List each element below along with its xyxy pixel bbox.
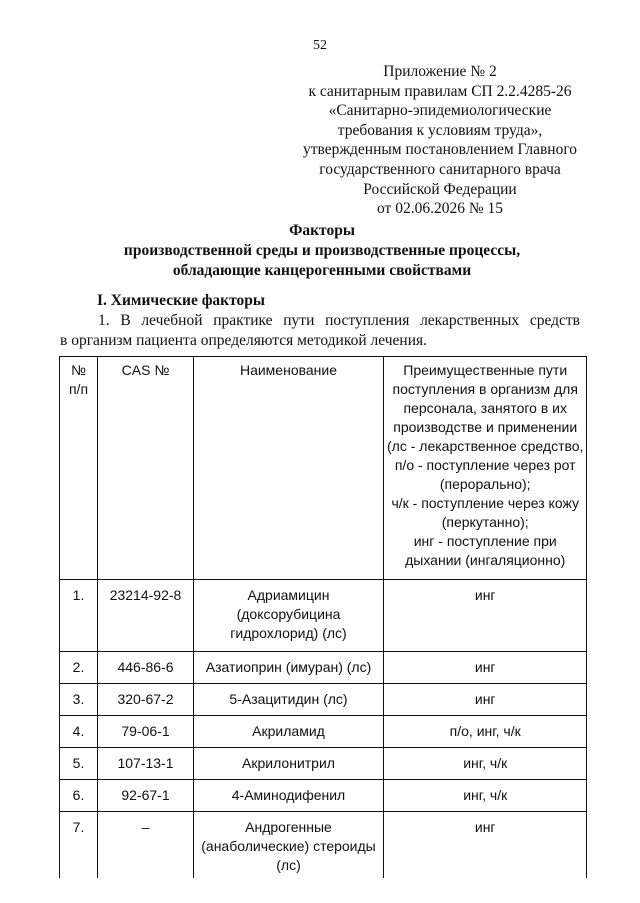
- row-name: [194, 652, 384, 684]
- header-text: (перкутанно);: [441, 514, 529, 530]
- header-text: CAS №: [121, 362, 170, 378]
- appendix-line: от 02.06.2026 № 15: [377, 200, 503, 218]
- paragraph-word: практике: [213, 312, 273, 329]
- name-line: гидрохлорид) (лс): [230, 625, 347, 641]
- appendix-line: утвержденным постановлением Главного: [302, 141, 578, 159]
- row-route: п/о, инг, ч/к: [384, 716, 587, 748]
- header-text: Преимущественные пути: [403, 362, 568, 378]
- table-header-row: [60, 357, 587, 580]
- row-route: инг: [384, 652, 587, 684]
- paragraph-word: поступления: [325, 312, 410, 329]
- name-line: Азатиоприн (имуран) (лс): [205, 659, 372, 675]
- appendix-line: Российской Федерации: [363, 180, 517, 198]
- section-heading: I. Химические факторы: [97, 292, 265, 309]
- row-cas: 107-13-1: [98, 748, 194, 780]
- name-line: 4-Аминодифенил: [231, 787, 346, 803]
- carcinogens-table: [59, 356, 587, 878]
- row-number: 7.: [60, 812, 98, 879]
- header-text: (лс - лекарственное средство,: [387, 438, 584, 454]
- name-line: Акрилонитрил: [242, 755, 335, 771]
- row-route: инг: [384, 684, 587, 716]
- row-number: 1.: [60, 580, 98, 652]
- paragraph-word: 1.: [98, 312, 110, 329]
- appendix-line: требования к условиям труда»,: [337, 121, 543, 139]
- header-text: персонала, занятого в их: [403, 400, 567, 416]
- row-number: 6.: [60, 780, 98, 812]
- name-line: (доксорубицина: [236, 606, 341, 622]
- table-row: [60, 684, 587, 716]
- row-route: инг: [384, 812, 587, 879]
- name-line: Адриамицин: [247, 587, 330, 603]
- paragraph-word: лечебной: [141, 312, 203, 329]
- name-line: Акриламид: [252, 723, 325, 739]
- appendix-line: государственного санитарного врача: [319, 160, 561, 178]
- name-line: 5-Азацитидин (лс): [229, 691, 348, 707]
- row-cas: 446-86-6: [98, 652, 194, 684]
- header-name: [194, 357, 384, 580]
- row-number: 4.: [60, 716, 98, 748]
- paragraph-line-justified: [60, 311, 580, 331]
- paragraph-word: лекарственных: [420, 312, 520, 329]
- row-name: [194, 780, 384, 812]
- header-text: п/п: [68, 381, 89, 397]
- row-name: [194, 748, 384, 780]
- header-text: (перорально);: [439, 476, 531, 492]
- paragraph-line: в организм пациента определяются методикой лечения.: [60, 332, 427, 349]
- header-text: ч/к - поступление через кожу: [391, 495, 579, 511]
- row-number: 2.: [60, 652, 98, 684]
- appendix-line: Приложение № 2: [383, 63, 497, 80]
- name-line: Андрогенные: [245, 819, 332, 835]
- document-title: [60, 221, 584, 281]
- paragraph-word: В: [120, 312, 131, 329]
- row-number: 5.: [60, 748, 98, 780]
- table-row: [60, 748, 587, 780]
- paragraph-word: средств: [529, 312, 580, 329]
- page-number: 52: [313, 38, 327, 53]
- row-name: [194, 812, 384, 879]
- appendix-line: «Санитарно-эпидемиологические: [328, 102, 552, 120]
- row-name: [194, 716, 384, 748]
- header-text: Наименование: [239, 362, 338, 378]
- row-cas: –: [98, 812, 194, 879]
- table-row: [60, 652, 587, 684]
- header-text: дыхании (ингаляционно): [405, 552, 566, 568]
- row-route: инг: [384, 580, 587, 652]
- paragraph-word: пути: [283, 312, 315, 329]
- row-name: [194, 684, 384, 716]
- title-line: Факторы: [289, 222, 355, 239]
- row-name: [194, 580, 384, 652]
- row-route: инг, ч/к: [384, 780, 587, 812]
- appendix-header: [300, 62, 580, 219]
- name-line: (анаболические) стероиды: [201, 838, 376, 854]
- row-cas: 23214-92-8: [98, 580, 194, 652]
- header-route: [384, 357, 587, 580]
- intro-paragraph: [60, 311, 580, 351]
- header-text: производстве и применении: [393, 419, 578, 435]
- table-row: [60, 580, 587, 652]
- title-line: обладающие канцерогенными свойствами: [172, 262, 472, 279]
- header-cas: [98, 357, 194, 580]
- appendix-line: к санитарным правилам СП 2.2.4285-26: [308, 82, 572, 100]
- row-route: инг, ч/к: [384, 748, 587, 780]
- row-cas: 79-06-1: [98, 716, 194, 748]
- title-line: производственной среды и производственные процессы,: [123, 242, 521, 259]
- row-cas: 92-67-1: [98, 780, 194, 812]
- header-text: №: [70, 362, 87, 378]
- header-text: п/о - поступление через рот: [394, 457, 576, 473]
- row-cas: 320-67-2: [98, 684, 194, 716]
- name-line: (лс): [276, 857, 301, 873]
- row-number: 3.: [60, 684, 98, 716]
- table-row: [60, 716, 587, 748]
- header-text: инг - поступление при: [413, 533, 557, 549]
- table-row: [60, 812, 587, 879]
- header-number: [60, 357, 98, 580]
- table-row: [60, 780, 587, 812]
- header-text: поступления в организм для: [392, 381, 578, 397]
